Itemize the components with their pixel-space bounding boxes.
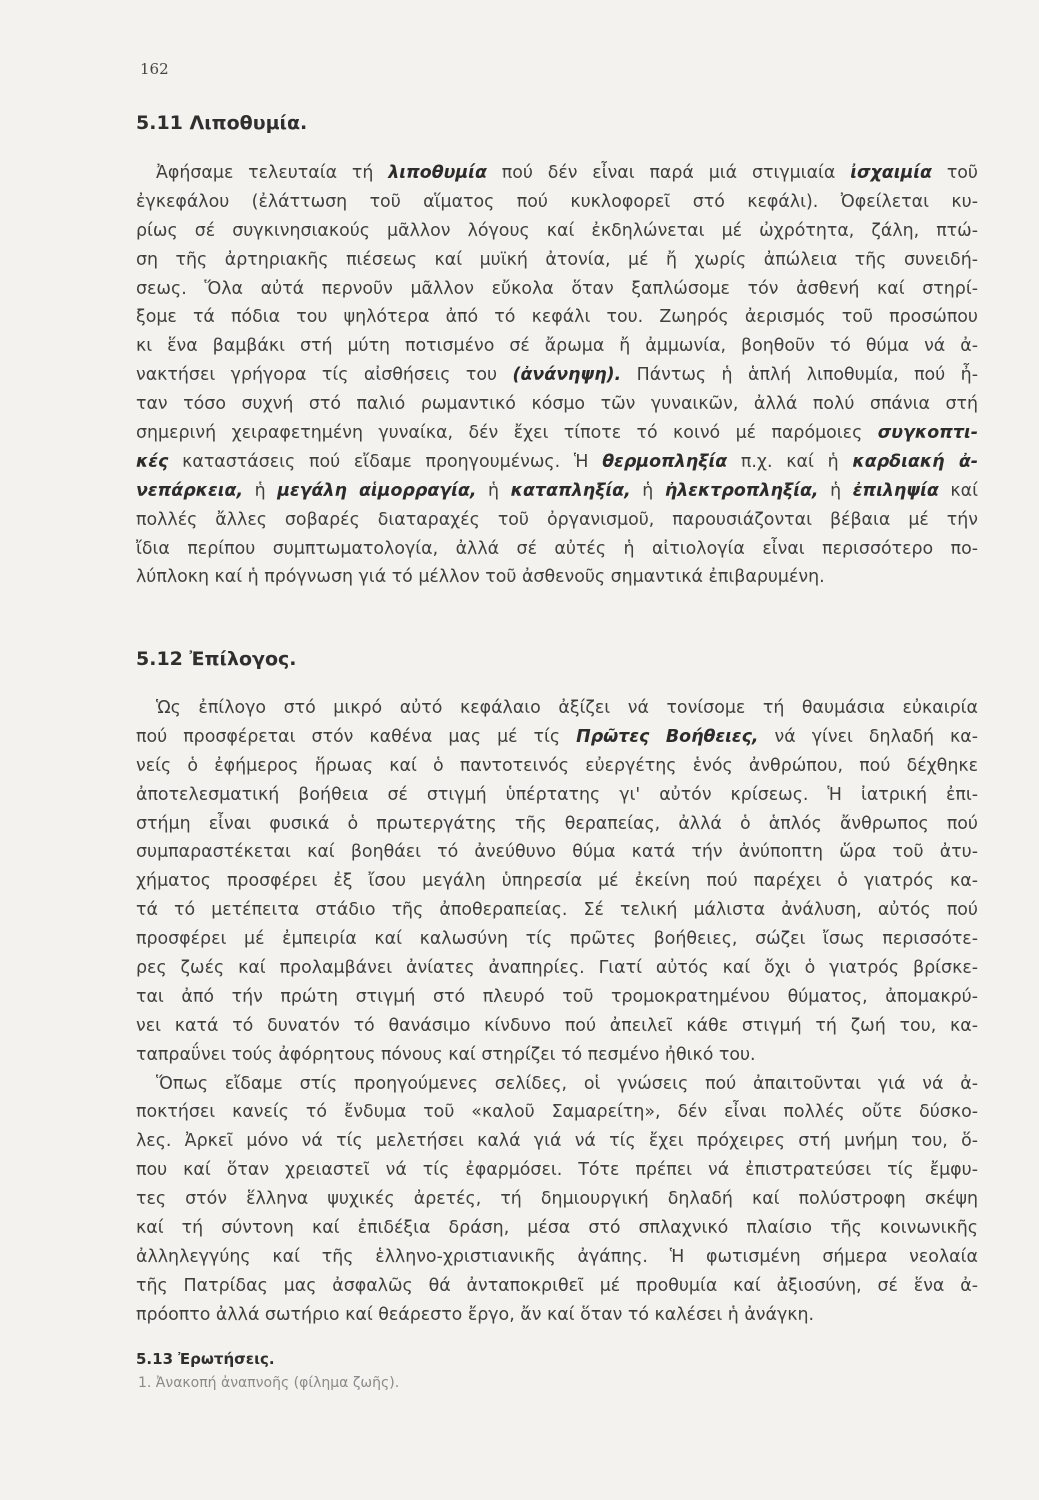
emphasized-term: μεγάλη αἱμορραγία, <box>277 480 477 501</box>
text-line <box>136 954 978 983</box>
text-line <box>136 361 978 390</box>
emphasized-term: Πρῶτες Βοήθειες, <box>576 726 759 747</box>
text-run: πού δέν εἶναι παρά μιά στιγμιαία <box>486 163 851 183</box>
text-line <box>136 896 978 925</box>
text-line <box>136 838 978 867</box>
text-line <box>136 810 978 839</box>
text-run: νά γίνει δηλαδή κα- <box>758 726 978 747</box>
text-line <box>136 1156 978 1185</box>
text-line <box>136 506 978 535</box>
text-line <box>136 1127 978 1156</box>
text-run: καταστάσεις πού εἴδαμε προηγουμένως. Ἡ <box>168 451 603 472</box>
text-line <box>136 1098 978 1127</box>
text-run: πού προσφέρεται στόν καθένα μας μέ τίς <box>136 726 577 747</box>
text-run: ρίως σέ συγκινησιακούς μᾶλλον λόγους καί ἐκδηλώνεται μέ ὠχρότητα, ζάλη, πτώ- <box>136 220 978 241</box>
text-line <box>136 303 978 332</box>
text-line <box>136 563 978 592</box>
text-line <box>136 1301 978 1330</box>
text-line <box>136 983 978 1012</box>
text-line <box>136 752 978 781</box>
text-run: λες. Ἀρκεῖ μόνο νά τίς μελετήσει καλά γιά νά τίς ἔχει πρόχειρες στή μνήμη του, ὅ- <box>136 1131 978 1152</box>
text-run: προσφέρει μέ ἐμπειρία καί καλωσύνη τίς πρῶτες βοήθειες, σώζει ἴσως περισσότε- <box>136 929 978 950</box>
text-run: νακτήσει γρήγορα τίς αἰσθήσεις του <box>136 365 513 386</box>
text-run: ἴδια περίπου συμπτωματολογία, ἀλλά σέ αὐτές ἡ αἰτιολογία εἶναι περισσότερο πο- <box>136 538 978 559</box>
text-run: χήματος προσφέρει ἐξ ἴσου μεγάλη ὑπηρεσία μέ ἐκείνη πού παρέχει ὁ γιατρός κα- <box>136 871 978 892</box>
paragraph <box>136 694 978 1070</box>
section-body-5-12 <box>136 694 978 1330</box>
emphasized-term: καταπληξία, <box>510 480 631 501</box>
text-run: καί <box>938 480 979 501</box>
text-run: καί τή σύντονη καί ἐπιδέξια δράση, μέσα στό σπλαχνικό πλαίσιο τῆς κοινωνικῆς <box>136 1218 978 1239</box>
text-run: ρες ζωές καί προλαμβάνει ἀνίατες ἀναπηρίες. Γιατί αὐτός καί ὄχι ὁ γιατρός βρίσκε- <box>136 958 978 979</box>
text-run: σεως. Ὅλα αὐτά περνοῦν μᾶλλον εὔκολα ὅταν ξαπλώσομε τόν ἀσθενή καί στηρί- <box>136 278 978 299</box>
text-run: ἡ <box>630 480 665 501</box>
text-line <box>136 275 978 304</box>
paragraph <box>136 1070 978 1330</box>
emphasized-term: συγκοπτι- <box>877 423 978 444</box>
text-run: ταν τόσο συχνή στό παλιό ρωμαντικό κόσμο τῶν γυναικῶν, ἀλλά πολύ σπάνια στή <box>136 394 978 415</box>
text-line <box>136 1070 978 1099</box>
section-body-5-11 <box>136 159 978 592</box>
text-run: λύπλοκη καί ἡ πρόγνωση γιά τό μέλλον τοῦ ἀσθενοῦς σημαντικά ἐπιβαρυμένη. <box>136 567 825 588</box>
text-line <box>136 1272 978 1301</box>
text-run: συμπαραστέκεται καί βοηθάει τό ἀνεύθυνο θύμα κατά τήν ἀνύποπτη ὥρα τοῦ ἀτυ- <box>136 842 978 863</box>
text-line <box>136 390 978 419</box>
text-line <box>136 867 978 896</box>
text-line <box>136 246 978 275</box>
emphasized-term: κές <box>136 451 169 472</box>
text-run: ξομε τά πόδια του ψηλότερα ἀπό τό κεφάλι του. Ζωηρός ἀερισμός τοῦ προσώπου <box>136 307 978 328</box>
text-run: Ἀφήσαμε τελευταία τή <box>156 163 389 183</box>
question-item: 1. Ἀνακοπή ἀναπνοῆς (φίλημα ζωῆς). <box>138 1375 400 1391</box>
emphasized-term: (ἀνάνηψη). <box>512 365 622 386</box>
text-run: ταπραΰνει τούς ἀφόρητους πόνους καί στηρίζει τό πεσμένο ἠθικό του. <box>136 1044 756 1065</box>
emphasized-term: ἰσχαιμία <box>850 163 932 183</box>
text-line <box>136 448 978 477</box>
text-line <box>136 694 978 723</box>
text-line <box>136 419 978 448</box>
text-run: τά τό μετέπειτα στάδιο τῆς ἀποθεραπείας. Σέ τελική μάλιστα ἀνάλυση, αὐτός πού <box>136 900 978 921</box>
section-heading-5-12: 5.12 Ἐπίλογος. <box>136 648 297 670</box>
emphasized-term: καρδιακή ἀ- <box>852 451 978 472</box>
paragraph <box>136 159 978 592</box>
text-run: τοῦ <box>932 163 978 183</box>
text-line <box>136 723 978 752</box>
text-run: σημερινή χειραφετημένη γυναίκα, δέν ἔχει τίποτε τό κοινό μέ παρόμοιες <box>136 423 878 444</box>
text-run: κι ἕνα βαμβάκι στή μύτη ποτισμένο σέ ἄρωμα ἤ ἀμμωνία, βοηθοῦν τό θύμα νά ἀ- <box>136 336 978 357</box>
emphasized-term: θερμοπληξία <box>602 451 728 472</box>
text-run: στήμη εἶναι φυσικά ὁ πρωτεργάτης τῆς θεραπείας, ἀλλά ὁ ἁπλός ἄνθρωπος πού <box>136 813 978 834</box>
page-number: 162 <box>140 60 169 78</box>
text-line <box>136 1012 978 1041</box>
text-line <box>136 477 978 506</box>
text-run: ἀποτελεσματική βοήθεια σέ στιγμή ὑπέρτατης γι' αὐτόν κρίσεως. Ἡ ἰατρική ἐπι- <box>136 784 978 805</box>
text-line <box>136 159 978 188</box>
text-line <box>136 217 978 246</box>
text-line <box>136 925 978 954</box>
text-run: τῆς Πατρίδας μας ἀσφαλῶς θά ἀνταποκριθεῖ μέ προθυμία καί ἀξιοσύνη, σέ ἕνα ἀ- <box>136 1275 978 1296</box>
text-run: ἀλληλεγγύης καί τῆς ἑλληνο-χριστιανικῆς ἀγάπης. Ἡ φωτισμένη σήμερα νεολαία <box>136 1246 978 1267</box>
text-line <box>136 535 978 564</box>
text-line <box>136 188 978 217</box>
text-line <box>136 1041 978 1070</box>
text-line <box>136 1185 978 1214</box>
emphasized-term: νεπάρκεια, <box>136 480 244 501</box>
emphasized-term: ἐπιληψία <box>852 480 939 501</box>
text-run: ἡ <box>476 480 511 501</box>
text-run: ἡ <box>243 480 278 501</box>
text-run: Ὅπως εἴδαμε στίς προηγούμενες σελίδες, οἱ γνώσεις πού ἀπαιτοῦνται γιά νά ἀ- <box>156 1073 978 1094</box>
emphasized-term: ἠλεκτροπληξία, <box>664 480 819 501</box>
text-run: πολλές ἄλλες σοβαρές διαταραχές τοῦ ὀργανισμοῦ, παρουσιάζονται βέβαια μέ τήν <box>136 509 978 530</box>
text-run: πρόοπτο ἀλλά σωτήριο καί θεάρεστο ἔργο, ἄν καί ὅταν τό καλέσει ἡ ἀνάγκη. <box>136 1304 815 1325</box>
text-run: ται ἀπό τήν πρώτη στιγμή στό πλευρό τοῦ τρομοκρατημένου θύματος, ἀπομακρύ- <box>136 986 978 1007</box>
emphasized-term: λιποθυμία <box>388 163 487 183</box>
text-run: που καί ὅταν χρειαστεῖ νά τίς ἐφαρμόσει. Τότε πρέπει νά ἐπιστρατεύσει τίς ἔμφυ- <box>136 1160 978 1181</box>
text-run: π.χ. καί ἡ <box>727 451 853 472</box>
text-run: ἐγκεφάλου (ἐλάττωση τοῦ αἵματος πού κυκλοφορεῖ στό κεφάλι). Ὀφείλεται κυ- <box>136 191 978 212</box>
text-line <box>136 1214 978 1243</box>
section-heading-5-11: 5.11 Λιποθυμία. <box>136 112 308 134</box>
text-run: τες στόν ἕλληνα ψυχικές ἀρετές, τή δημιουργική δηλαδή καί πολύστροφη σκέψη <box>136 1189 978 1210</box>
text-line <box>136 781 978 810</box>
text-run: Πάντως ἡ ἁπλή λιποθυμία, πού ἦ- <box>621 365 978 386</box>
text-line <box>136 1243 978 1272</box>
text-run: νείς ὁ ἐφήμερος ἥρωας καί ὁ παντοτεινός εὐεργέτης ἑνός ἀνθρώπου, πού δέχθηκε <box>136 755 978 776</box>
text-run: ἡ <box>818 480 853 501</box>
questions-list <box>138 1375 399 1391</box>
text-line <box>136 332 978 361</box>
questions-heading: 5.13 Ἐρωτήσεις. <box>136 1350 275 1368</box>
text-run: νει κατά τό δυνατόν τό θανάσιμο κίνδυνο πού ἀπειλεῖ κάθε στιγμή τή ζωή του, κα- <box>136 1015 978 1036</box>
text-run: ση τῆς ἀρτηριακῆς πιέσεως καί μυϊκή ἀτονία, μέ ἤ χωρίς ἀπώλεια τῆς συνειδή- <box>136 249 978 270</box>
text-run: Ὡς ἐπίλογο στό μικρό αὐτό κεφάλαιο ἀξίζει νά τονίσομε τή θαυμάσια εὐκαιρία <box>156 698 978 718</box>
text-run: ποκτήσει κανείς τό ἔνδυμα τοῦ «καλοῦ Σαμαρείτη», δέν εἶναι πολλές οὔτε δύσκο- <box>136 1102 978 1123</box>
